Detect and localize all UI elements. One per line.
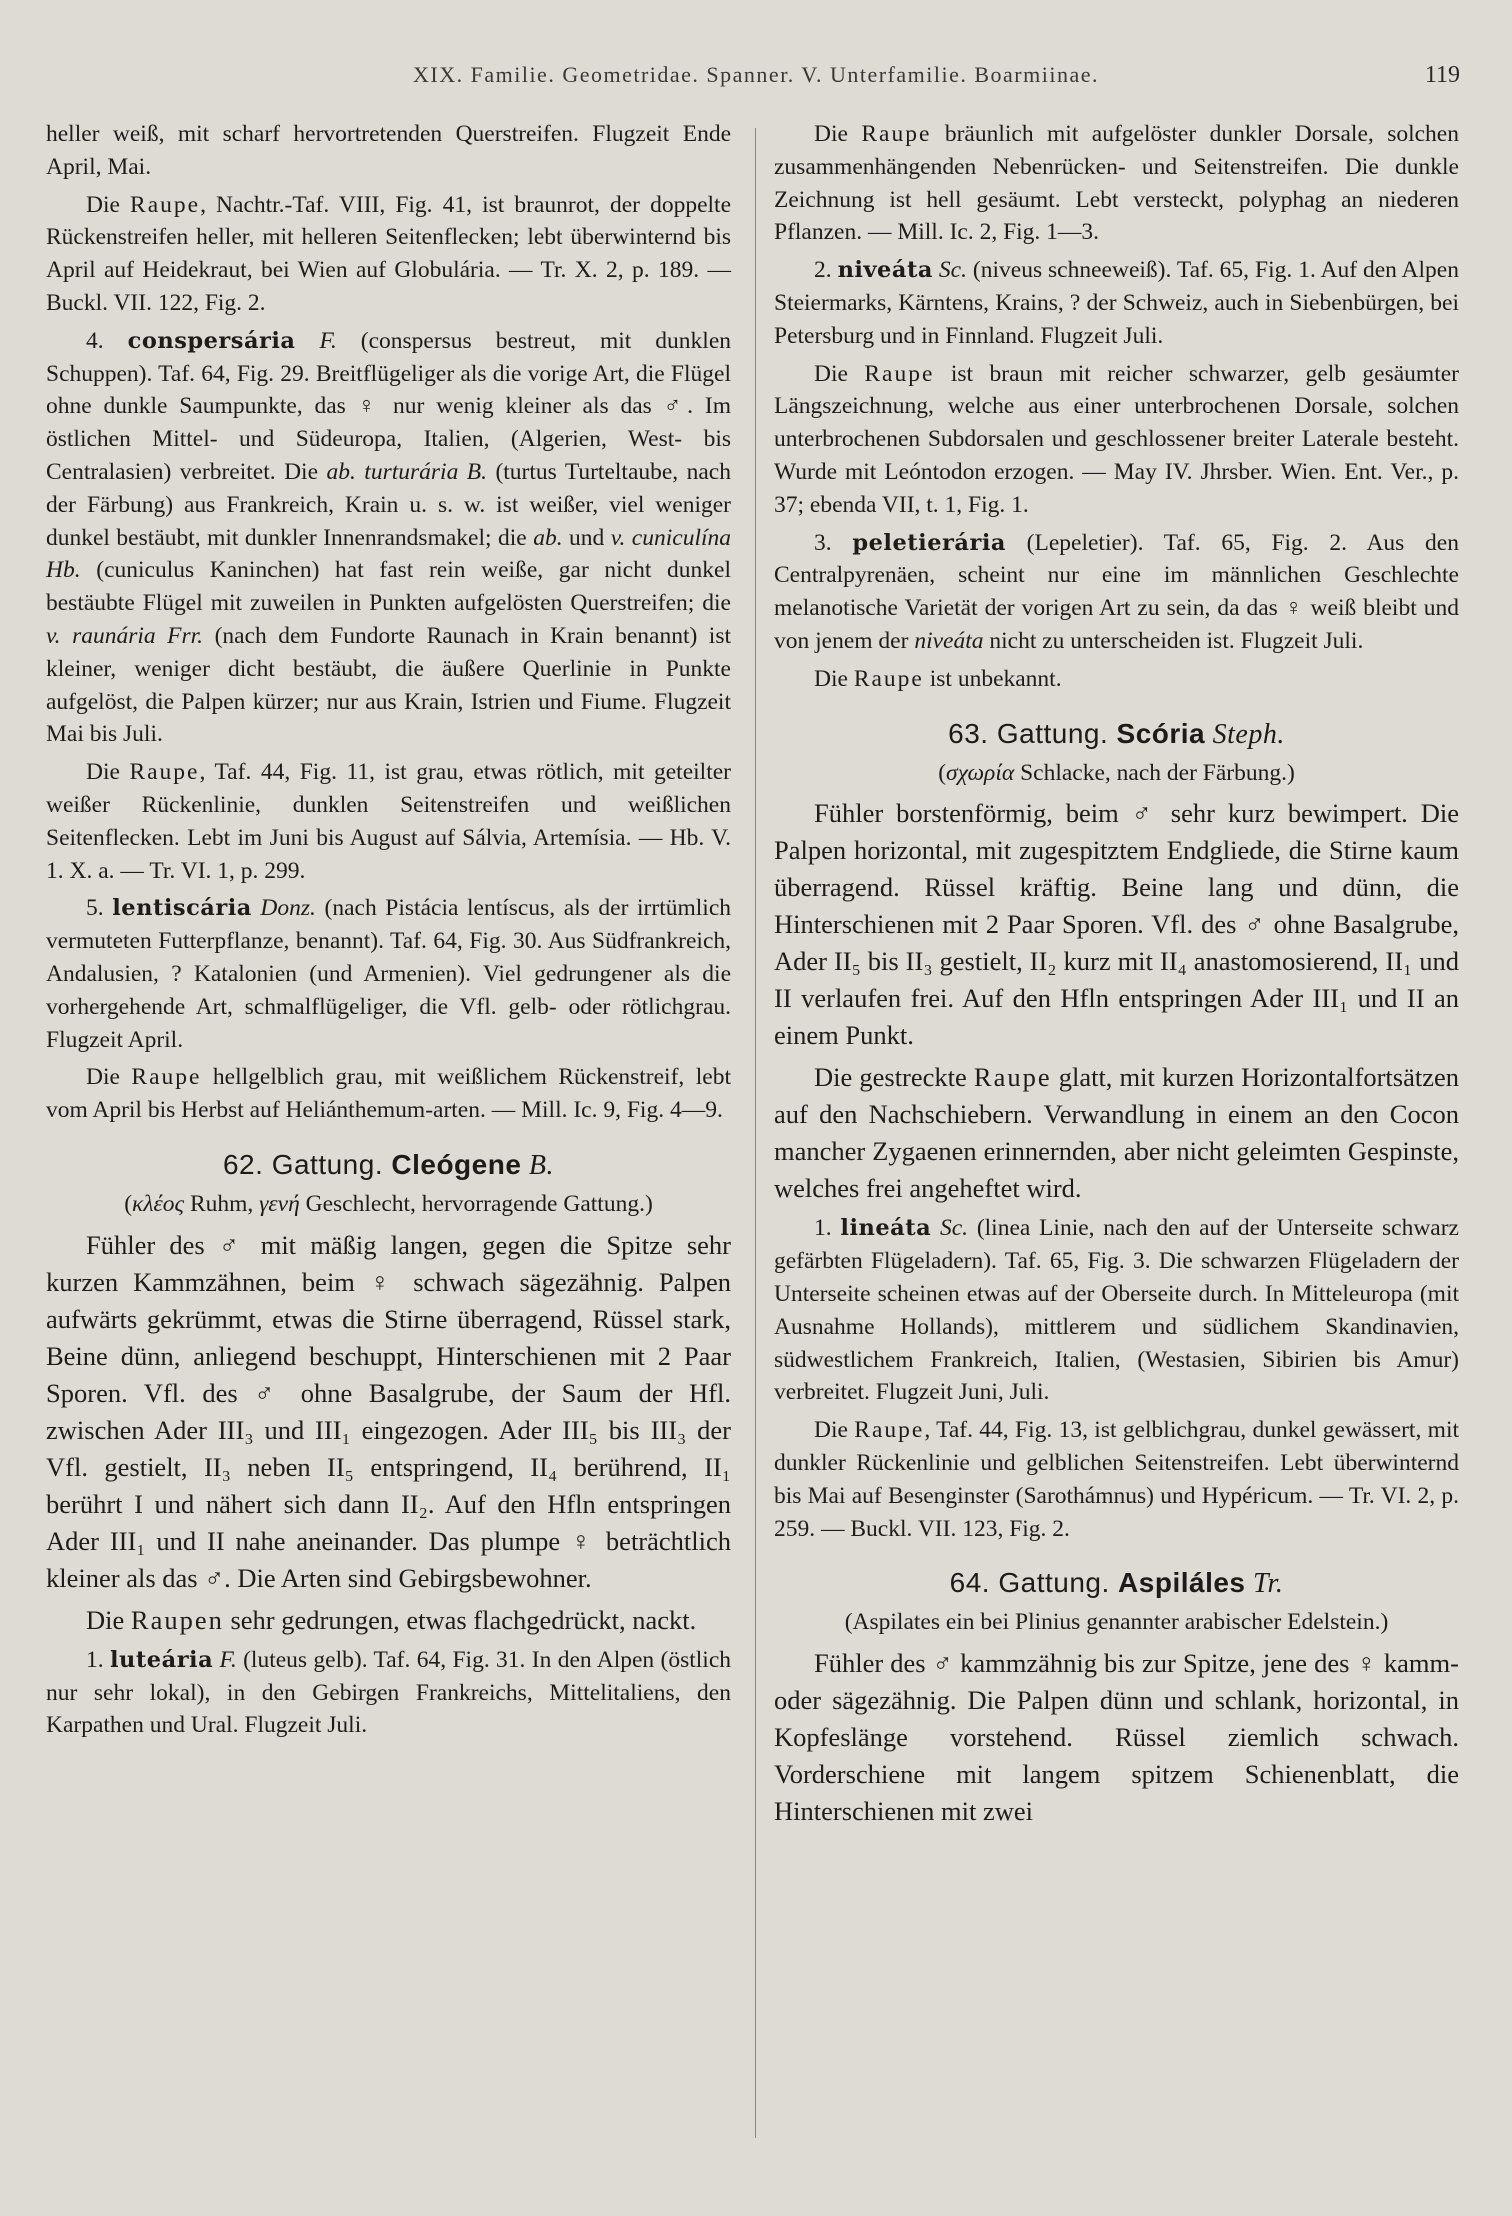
page-header [0, 62, 1512, 102]
species-entry-lentiscaria: 5. lentiscária Donz. (nach Pistácia lentíscus, als der irrtümlich vermuteten Futterpflanze, benannt). Taf. 64, Fig. 30. Aus Südfrankreich, Andalusien, ? Katalonien (und Armenien). Viel gedrungener als die vorhergehende Art, schmalflügeliger, die Vfl. gelb- oder rötlichgrau. Flugzeit April. [46, 895, 732, 1053]
genus-etymology: (κλέος Ruhm, γενή Geschlecht, hervorragende Gattung.) [124, 1190, 653, 1217]
species-name: conspersária [127, 327, 296, 354]
genus-description: Fühler des ♂ mit mäßig langen, gegen die Spitze sehr kurzen Kammzähnen, beim ♀ schwach sägezähnig. Palpen aufwärts gekrümmt, etwas die Stirne überragend, Rüssel stark, Beine dünn, anliegend beschuppt, Hinterschienen mit 2 Paar Sporen. Vfl. des ♂ ohne Basalgrube, der Saum der Hfl. zwischen Ader III₃ und III₁ eingezogen. Ader III₅ bis III₃ der Vfl. gestielt, II₃ neben II₅ entspringend, II₄ berührend, II₁ berührt I und nähert sich dann II₂. Auf den Hfln entspringen Ader III₁ und II nahe aneinander. Das plumpe ♀ beträchtlich kleiner als das ♂. Die Arten sind Gebirgsbewohner. [46, 1229, 731, 1593]
genus-heading-63: 63. Gattung. Scória Steph. [948, 717, 1285, 750]
column-divider [755, 128, 756, 2138]
genus-etymology: (σχωρία Schlacke, nach der Färbung.) [938, 759, 1295, 786]
species-name: luteária [110, 1646, 214, 1673]
larva-paragraph: Die Raupe ist unbekannt. [814, 665, 1062, 692]
species-entry-conspersaria: 4. conspersária F. (conspersus bestreut, mit dunklen Schuppen). Taf. 64, Fig. 29. Breitflügeliger als die vorige Art, die Flügel ohne dunkle Saumpunkte, das ♀ nur wenig kleiner als das ♂. Im östlichen Mittel- und Südeuropa, Italien, (Algerien, West- bis Centralasien) verbreitet. Die ab. turturária B. (turtus Turteltaube, nach der Färbung) aus Frankreich, Krain u. s. w. ist weißer, viel weniger dunkel bestäubt, mit dunkler Innenrandsmakel; die ab. und v. cuniculína Hb. (cuniculus Kaninchen) hat fast rein weiße, gar nicht dunkel bestäubte Flügel mit zuweilen in Punkten aufgelösten Querstreifen; die v. raunária Frr. (nach dem Fundorte Raunach in Krain benannt) ist kleiner, weniger dicht bestäubt, die äußere Querlinie in Punkte aufgelöst, die Palpen kürzer; nur aus Krain, Istrien und Fiume. Flugzeit Mai bis Juli. [46, 327, 732, 748]
right-column [774, 118, 1459, 1835]
page-number: 119 [1424, 62, 1460, 88]
larva-paragraph: Die Raupe hellgelblich grau, mit weißlichem Rückenstreif, lebt vom April bis Herbst auf Heliánthemum-arten. — Mill. Ic. 9, Fig. 4—9. [46, 1064, 731, 1124]
species-entry-lineata: 1. lineáta Sc. (linea Linie, nach den auf der Unterseite schwarz gefärbten Flügeladern). Taf. 65, Fig. 3. Die schwarzen Flügeladern der Unterseite scheinen etwas auf der Oberseite durch. In Mitteleuropa (mit Ausnahme Hollands), mittlerem und südlichem Skandinavien, südwestlichem Frankreich, Italien, (Westasien, Sibirien bis Amur) verbreitet. Flugzeit Juni, Juli. [774, 1215, 1459, 1406]
genus-heading-62: 62. Gattung. Cleógene B. [222, 1148, 555, 1181]
larva-paragraph: Die gestreckte Raupe glatt, mit kurzen Horizontalfortsätzen auf den Nachschiebern. Verwandlung in einem an den Cocon mancher Zygaenen erinnernden, aber nicht geleimten Gespinste, welches frei angeheftet wird. [774, 1062, 1459, 1204]
larva-paragraph: Die Raupe bräunlich mit aufgelöster dunkler Dorsale, solchen zusammenhängenden Nebenrücken- und Seitenstreifen. Die dunkle Zeichnung ist hell gesäumt. Lebt versteckt, polyphag an niederen Pflanzen. — Mill. Ic. 2, Fig. 1—3. [774, 121, 1459, 246]
species-entry-luetaria: 1. luteária F. (luteus gelb). Taf. 64, Fig. 31. In den Alpen (östlich nur sehr lokal), in den Gebirgen Frankreichs, Mittelitaliens, den Karpathen und Ural. Flugzeit Juli. [46, 1646, 731, 1739]
species-entry-niveata: 2. niveáta Sc. (niveus schneeweiß). Taf. 65, Fig. 1. Auf den Alpen Steiermarks, Kärntens, Krains, ? der Schweiz, auch in Siebenbürgen, bei Petersburg und in Finnland. Flugzeit Juli. [774, 257, 1459, 349]
paragraph: heller weiß, mit scharf hervortretenden Querstreifen. Flugzeit Ende April, Mai. [46, 121, 731, 180]
larva-paragraph: Die Raupe, Nachtr.-Taf. VIII, Fig. 41, ist braunrot, der doppelte Rückenstreifen heller, mit helleren Seitenflecken; lebt überwinternd bis April auf Heidekraut, bei Wien auf Globulária. — Tr. X. 2, p. 189. — Buckl. VII. 122, Fig. 2. [46, 191, 731, 316]
left-column [46, 118, 731, 1747]
genus-description: Fühler borstenförmig, beim ♂ sehr kurz bewimpert. Die Palpen horizontal, mit zugespitztem Endgliede, die Stirne kaum überragend. Rüssel kräftig. Beine lang und dünn, die Hinterschienen mit 2 Paar Sporen. Vfl. des ♂ ohne Basalgrube, Ader II₅ bis II₃ gestielt, II₂ kurz mit II₄ anastomosierend, II₁ und II verlaufen frei. Auf den Hfln entspringen Ader III₁ und II an einem Punkt. [774, 798, 1459, 1051]
genus-heading-64: 64. Gattung. Aspiláles Tr. [949, 1567, 1284, 1600]
larva-paragraph: Die Raupe ist braun mit reicher schwarzer, gelb gesäumter Längszeichnung, welche aus einer unterbrochenen Dorsale, solchen unterbrochenen Subdorsalen und geschlossener breiter Laterale besteht. Wurde mit Leóntodon erzogen. — May IV. Jhrsber. Wien. Ent. Ver., p. 37; ebenda VII, t. 1, Fig. 1. [774, 360, 1459, 518]
species-name: lineáta [840, 1215, 932, 1242]
larva-paragraph: Die Raupen sehr gedrungen, etwas flachgedrückt, nackt. [86, 1604, 697, 1635]
larva-paragraph: Die Raupe, Taf. 44, Fig. 13, ist gelblichgrau, dunkel gewässert, mit dunkler Rückenlinie und gelblichen Seitenstreifen. Lebt überwinternd bis Mai auf Besenginster (Sarothámnus) und Hypéricum. — Tr. VI. 2, p. 259. — Buckl. VII. 123, Fig. 2. [774, 1417, 1459, 1542]
larva-paragraph: Die Raupe, Taf. 44, Fig. 11, ist grau, etwas rötlich, mit geteilter weißer Rückenlinie, dunklen Seitenstreifen und weißlichen Seitenflecken. Lebt im Juni bis August auf Sálvia, Artemísia. — Hb. V. 1. X. a. — Tr. VI. 1, p. 299. [46, 759, 731, 884]
species-entry-peletieraria: 3. peletierária (Lepeletier). Taf. 65, Fig. 2. Aus den Centralpyrenäen, scheint nur eine im männlichen Geschlechte melanotische Varietät der vorigen Art zu sein, da das ♀ weiß bleibt und von jenem der niveáta nicht zu unterscheiden ist. Flugzeit Juli. [774, 529, 1459, 654]
species-name: niveáta [837, 257, 933, 284]
species-name: lentiscária [112, 895, 252, 922]
genus-etymology: (Aspilates ein bei Plinius genannter arabischer Edelstein.) [844, 1609, 1389, 1636]
species-name: peletierária [852, 529, 1006, 556]
genus-description: Fühler des ♂ kammzähnig bis zur Spitze, jene des ♀ kamm- oder sägezähnig. Die Palpen dünn und schlank, horizontal, in Kopfeslänge vorstehend. Rüssel ziemlich schwach. Vorderschiene mit langem spitzem Schienenblatt, die Hinterschienen mit zwei [774, 1648, 1459, 1827]
running-title: XIX. Familie. Geometridae. Spanner. V. Unterfamilie. Boarmiinae. [413, 62, 1099, 87]
